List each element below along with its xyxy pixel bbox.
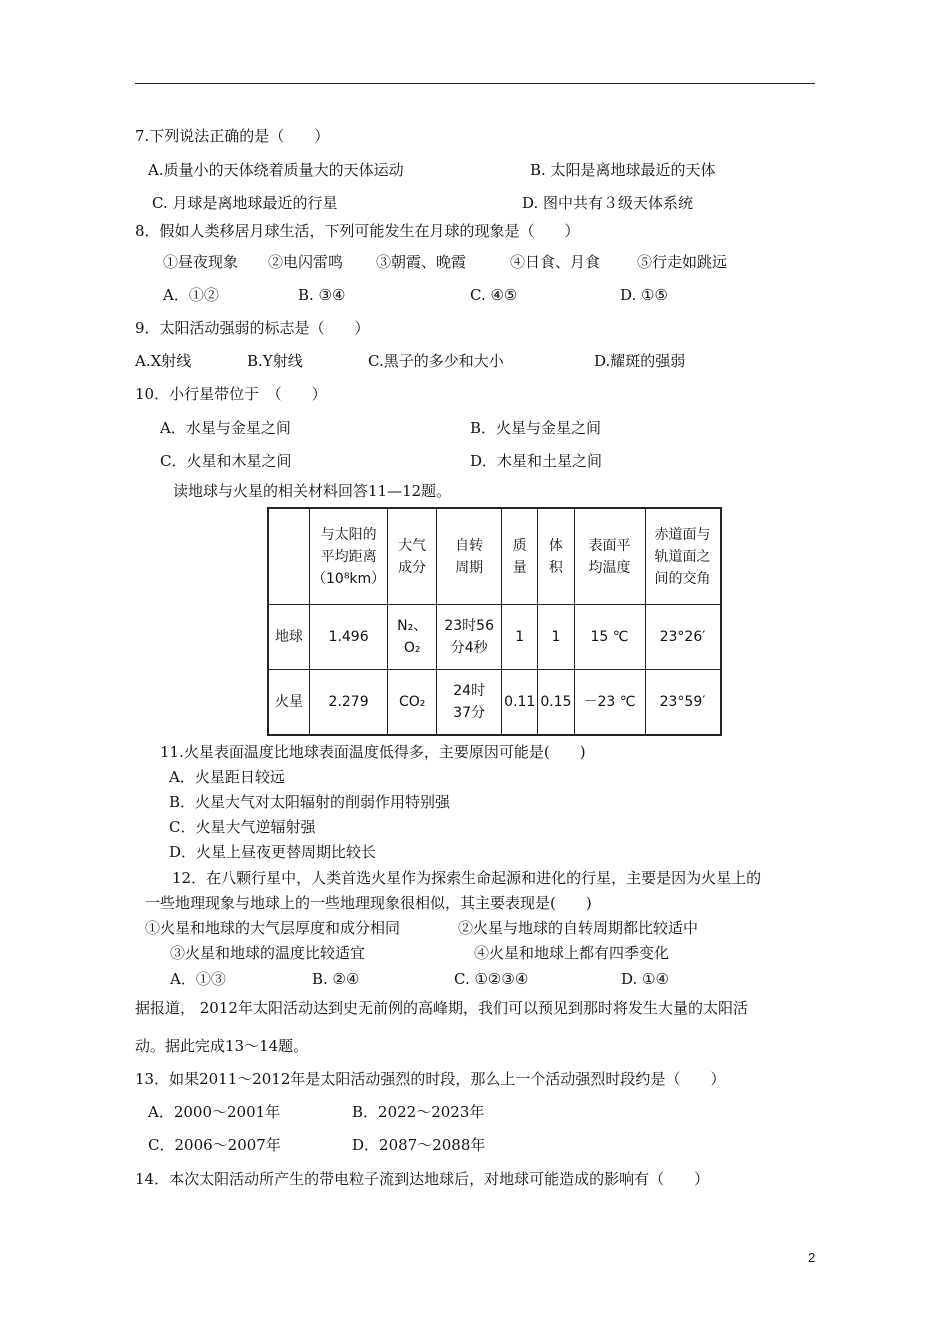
header-rule xyxy=(135,83,815,84)
q11-option-c: C．火星大气逆辐射强 xyxy=(169,818,316,836)
table-cell: 24时 37分 xyxy=(437,670,502,736)
q7-option-b: B. 太阳是离地球最近的天体 xyxy=(530,161,716,179)
earth-mars-table xyxy=(267,507,722,736)
page-number: 2 xyxy=(808,1250,816,1265)
q12-item-3: ③火星和地球的温度比较适宜 xyxy=(170,944,366,962)
table-cell: 火星 xyxy=(268,670,310,736)
intro-11-12: 读地球与火星的相关材料回答11—12题。 xyxy=(173,482,452,500)
q13-option-b: B．2022～2023年 xyxy=(352,1103,485,1121)
table-cell: 23°59′ xyxy=(645,670,721,736)
q11-stem: 11.火星表面温度比地球表面温度低得多，主要原因可能是( ) xyxy=(160,743,586,761)
q10-option-a: A．水星与金星之间 xyxy=(160,419,291,437)
intro-13-14-line1: 据报道， 2012年太阳活动达到史无前例的高峰期，我们可以预见到那时将发生大量的太阳活 xyxy=(135,999,748,1017)
q9-stem: 9．太阳活动强弱的标志是（ ） xyxy=(135,319,370,337)
q11-option-a: A．火星距日较远 xyxy=(169,768,285,786)
q9-option-b: B.Y射线 xyxy=(247,352,303,370)
q7-stem: 7.下列说法正确的是（ ） xyxy=(135,127,330,145)
q7-option-d: D. 图中共有３级天体系统 xyxy=(522,194,694,212)
q12-option-d: D. ①④ xyxy=(621,970,669,988)
table-header-cell: 自转 周期 xyxy=(437,508,502,605)
table-cell: 1 xyxy=(538,605,574,670)
table-header-row xyxy=(268,508,721,605)
q12-item-2: ②火星与地球的自转周期都比较适中 xyxy=(458,919,699,937)
table-header-cell: 体 积 xyxy=(538,508,574,605)
table-header-cell: 大气 成分 xyxy=(388,508,437,605)
q11-option-d: D．火星上昼夜更替周期比较长 xyxy=(169,843,377,861)
q12-item-1: ①火星和地球的大气层厚度和成分相同 xyxy=(145,919,401,937)
q11-option-b: B．火星大气对太阳辐射的削弱作用特别强 xyxy=(169,793,451,811)
table-cell: 0.11 xyxy=(502,670,538,736)
q8-item-4: ④日食、月食 xyxy=(510,253,601,271)
table-cell: 23时56 分4秒 xyxy=(437,605,502,670)
q13-stem: 13．如果2011～2012年是太阳活动强烈的时段，那么上一个活动强烈时段约是（ ） xyxy=(135,1070,726,1088)
table-cell: N₂、O₂ xyxy=(388,605,437,670)
q13-option-c: C．2006～2007年 xyxy=(148,1136,281,1154)
q8-item-5: ⑤行走如跳远 xyxy=(637,253,728,271)
q9-option-a: A.X射线 xyxy=(135,352,192,370)
q10-option-b: B．火星与金星之间 xyxy=(470,419,602,437)
table-cell: 0.15 xyxy=(538,670,574,736)
table-cell: －23 ℃ xyxy=(574,670,645,736)
table-header-cell: 表面平 均温度 xyxy=(574,508,645,605)
table-row xyxy=(268,605,721,670)
table-header-cell: 质 量 xyxy=(502,508,538,605)
q8-item-3: ③朝霞、晚霞 xyxy=(376,253,467,271)
table-cell: 23°26′ xyxy=(645,605,721,670)
q10-option-c: C．火星和木星之间 xyxy=(160,452,292,470)
q8-item-1: ①昼夜现象 xyxy=(163,253,239,271)
q12-option-a: A．①③ xyxy=(170,970,226,988)
table-header-cell: 赤道面与 轨道面之 间的交角 xyxy=(645,508,721,605)
table-cell: 15 ℃ xyxy=(574,605,645,670)
q12-item-4: ④火星和地球上都有四季变化 xyxy=(474,944,670,962)
q10-option-d: D．木星和土星之间 xyxy=(470,452,603,470)
q12-option-c: C. ①②③④ xyxy=(454,970,529,988)
q13-option-d: D．2087～2088年 xyxy=(352,1136,486,1154)
q7-option-c: C. 月球是离地球最近的行星 xyxy=(152,194,338,212)
q12-stem-line2: 一些地理现象与地球上的一些地理现象很相似，其主要表现是( ) xyxy=(145,894,592,912)
q9-option-d: D.耀斑的强弱 xyxy=(594,352,686,370)
table-header-cell xyxy=(268,508,310,605)
q8-option-d: D. ①⑤ xyxy=(620,286,668,304)
q10-stem: 10．小行星带位于 （ ） xyxy=(135,385,327,403)
q8-option-b: B. ③④ xyxy=(298,286,346,304)
intro-13-14-line2: 动。据此完成13～14题。 xyxy=(135,1037,309,1055)
q8-item-2: ②电闪雷鸣 xyxy=(268,253,344,271)
q8-option-a: A．①② xyxy=(163,286,219,304)
q7-option-a: A.质量小的天体绕着质量大的天体运动 xyxy=(148,161,404,179)
table-cell: 1.496 xyxy=(310,605,388,670)
table-cell: 地球 xyxy=(268,605,310,670)
q12-option-b: B. ②④ xyxy=(312,970,360,988)
q12-stem-line1: 12．在八颗行星中，人类首选火星作为探索生命起源和进化的行星，主要是因为火星上的 xyxy=(172,869,762,887)
q8-stem: 8．假如人类移居月球生活，下列可能发生在月球的现象是（ ） xyxy=(135,222,580,240)
q8-option-c: C. ④⑤ xyxy=(470,286,518,304)
table-cell: 1 xyxy=(502,605,538,670)
table-cell: CO₂ xyxy=(388,670,437,736)
table-header-cell: 与太阳的 平均距离 （10⁸km） xyxy=(310,508,388,605)
q9-option-c: C.黑子的多少和大小 xyxy=(368,352,504,370)
table-row xyxy=(268,670,721,736)
table-cell: 2.279 xyxy=(310,670,388,736)
q13-option-a: A．2000～2001年 xyxy=(148,1103,281,1121)
q14-stem: 14．本次太阳活动所产生的带电粒子流到达地球后，对地球可能造成的影响有（ ） xyxy=(135,1170,710,1188)
